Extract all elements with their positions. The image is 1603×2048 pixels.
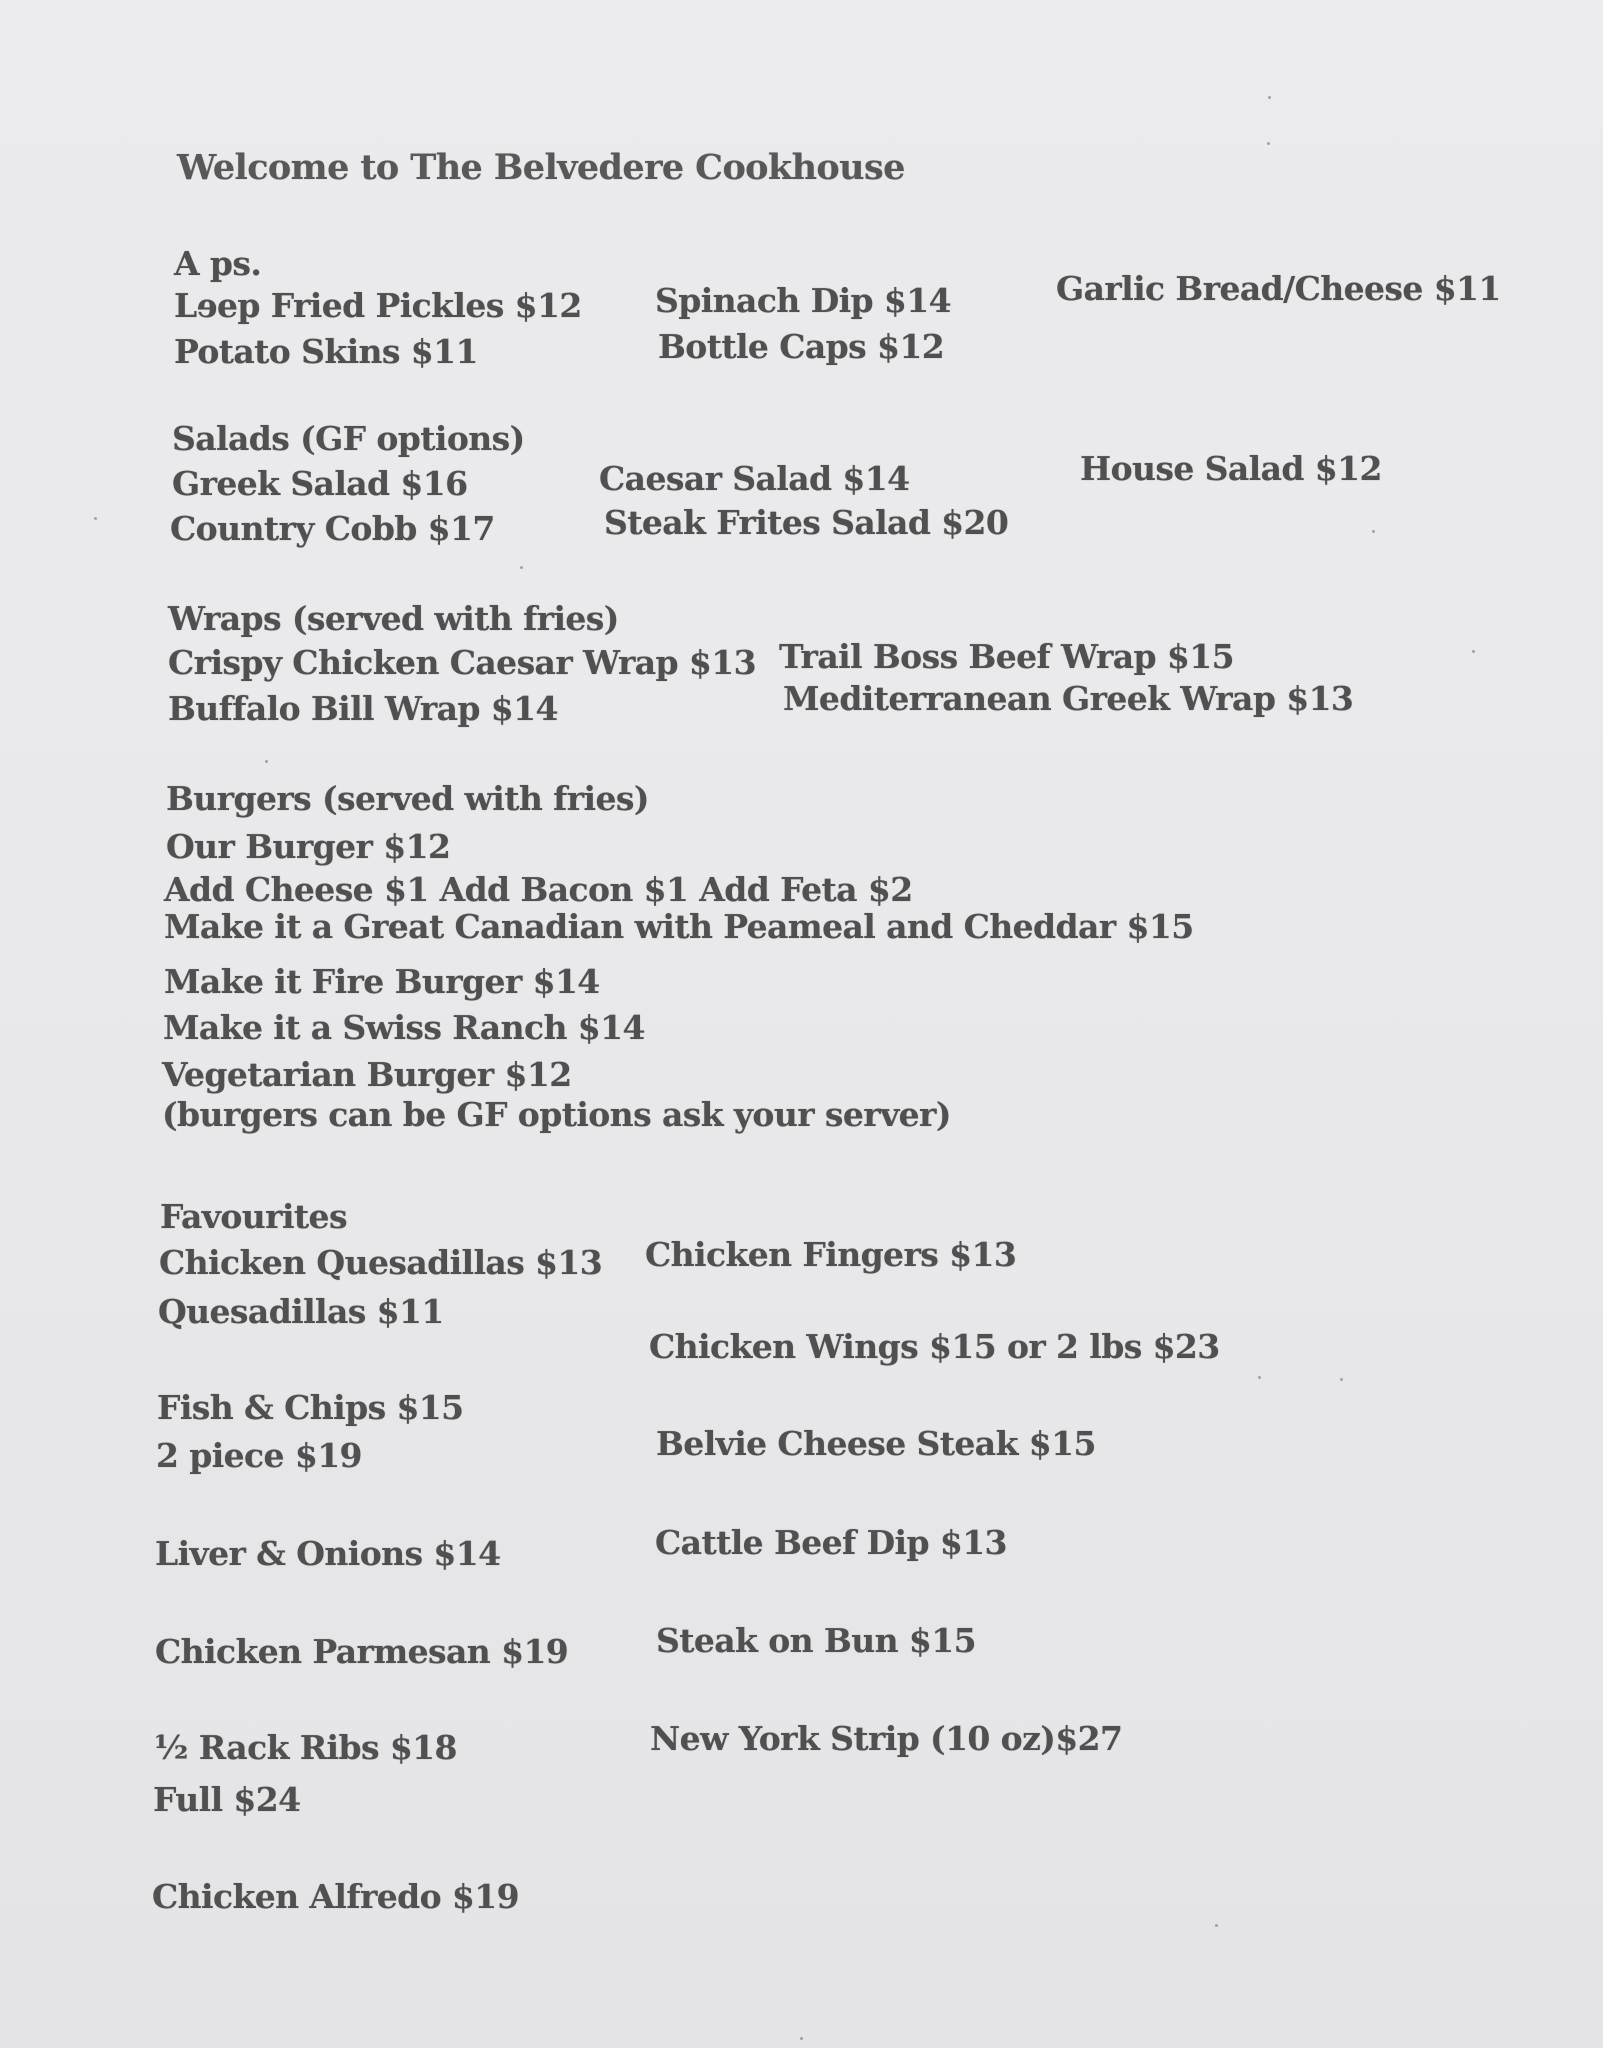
paper-speck (265, 760, 268, 763)
menu-item-fire-burger: Make it Fire Burger $14 (164, 962, 600, 1001)
menu-item-add-ons: Add Cheese $1 Add Bacon $1 Add Feta $2 (164, 870, 913, 909)
menu-item-steak-on-bun: Steak on Bun $15 (656, 1621, 976, 1660)
salads-heading: Salads (GF options) (172, 419, 525, 458)
menu-item-cattle-beef-dip: Cattle Beef Dip $13 (655, 1523, 1007, 1562)
menu-item-mediterranean-greek-wrap: Mediterranean Greek Wrap $13 (783, 679, 1354, 718)
menu-item-greek-salad: Greek Salad $16 (172, 464, 468, 503)
paper-speck (1268, 96, 1271, 99)
menu-item-trail-boss-beef-wrap: Trail Boss Beef Wrap $15 (779, 637, 1234, 676)
menu-item-bottle-caps: Bottle Caps $12 (658, 327, 945, 366)
menu-title: Welcome to The Belvedere Cookhouse (177, 147, 905, 188)
menu-item-caesar-salad: Caesar Salad $14 (599, 459, 910, 498)
paper-speck (800, 2037, 803, 2040)
menu-item-vegetarian-burger: Vegetarian Burger $12 (162, 1055, 572, 1094)
menu-item-half-rack-ribs: ½ Rack Ribs $18 (154, 1728, 457, 1767)
paper-speck (1258, 1376, 1261, 1379)
menu-item-crispy-chicken-caesar-wrap: Crispy Chicken Caesar Wrap $13 (168, 643, 757, 682)
apps-heading: A ps. (174, 244, 262, 283)
paper-speck (1340, 1378, 1343, 1381)
menu-item-garlic-bread-cheese: Garlic Bread/Cheese $11 (1056, 269, 1501, 308)
menu-item-potato-skins: Potato Skins $11 (174, 332, 478, 371)
paper-speck (520, 566, 523, 569)
burgers-heading: Burgers (served with fries) (166, 779, 649, 818)
menu-item-our-burger: Our Burger $12 (166, 827, 451, 866)
menu-item-quesadillas: Quesadillas $11 (158, 1292, 444, 1331)
paper-speck (1372, 530, 1375, 533)
menu-item-liver-onions: Liver & Onions $14 (155, 1534, 501, 1573)
menu-item-country-cobb: Country Cobb $17 (170, 509, 495, 548)
paper-speck (1472, 650, 1475, 653)
paper-speck (1267, 142, 1270, 145)
menu-item-deep-fried-pickles: Lɘep Fried Pickles $12 (174, 286, 582, 325)
menu-item-chicken-parmesan: Chicken Parmesan $19 (155, 1632, 569, 1671)
menu-item-house-salad: House Salad $12 (1080, 449, 1382, 488)
menu-item-spinach-dip: Spinach Dip $14 (655, 281, 951, 320)
menu-item-belvie-cheese-steak: Belvie Cheese Steak $15 (656, 1424, 1096, 1463)
menu-item-new-york-strip: New York Strip (10 oz)$27 (650, 1719, 1123, 1758)
menu-item-chicken-quesadillas: Chicken Quesadillas $13 (159, 1243, 603, 1282)
menu-item-chicken-alfredo: Chicken Alfredo $19 (152, 1877, 520, 1916)
paper-speck (1215, 1924, 1218, 1927)
menu-item-fish-chips: Fish & Chips $15 (157, 1388, 464, 1427)
favourites-heading: Favourites (160, 1197, 347, 1236)
wraps-heading: Wraps (served with fries) (168, 599, 619, 638)
menu-item-steak-frites-salad: Steak Frites Salad $20 (604, 503, 1009, 542)
paper-speck (94, 517, 97, 520)
menu-item-chicken-wings: Chicken Wings $15 or 2 lbs $23 (649, 1327, 1220, 1366)
menu-item-swiss-ranch: Make it a Swiss Ranch $14 (163, 1008, 645, 1047)
menu-item-great-canadian: Make it a Great Canadian with Peameal and Cheddar $15 (164, 907, 1194, 946)
menu-item-buffalo-bill-wrap: Buffalo Bill Wrap $14 (168, 689, 558, 728)
menu-item-chicken-fingers: Chicken Fingers $13 (645, 1235, 1017, 1274)
menu-item-full-ribs: Full $24 (153, 1780, 301, 1819)
burgers-gf-note: (burgers can be GF options ask your server) (162, 1095, 951, 1134)
menu-item-fish-2-piece: 2 piece $19 (156, 1436, 362, 1475)
